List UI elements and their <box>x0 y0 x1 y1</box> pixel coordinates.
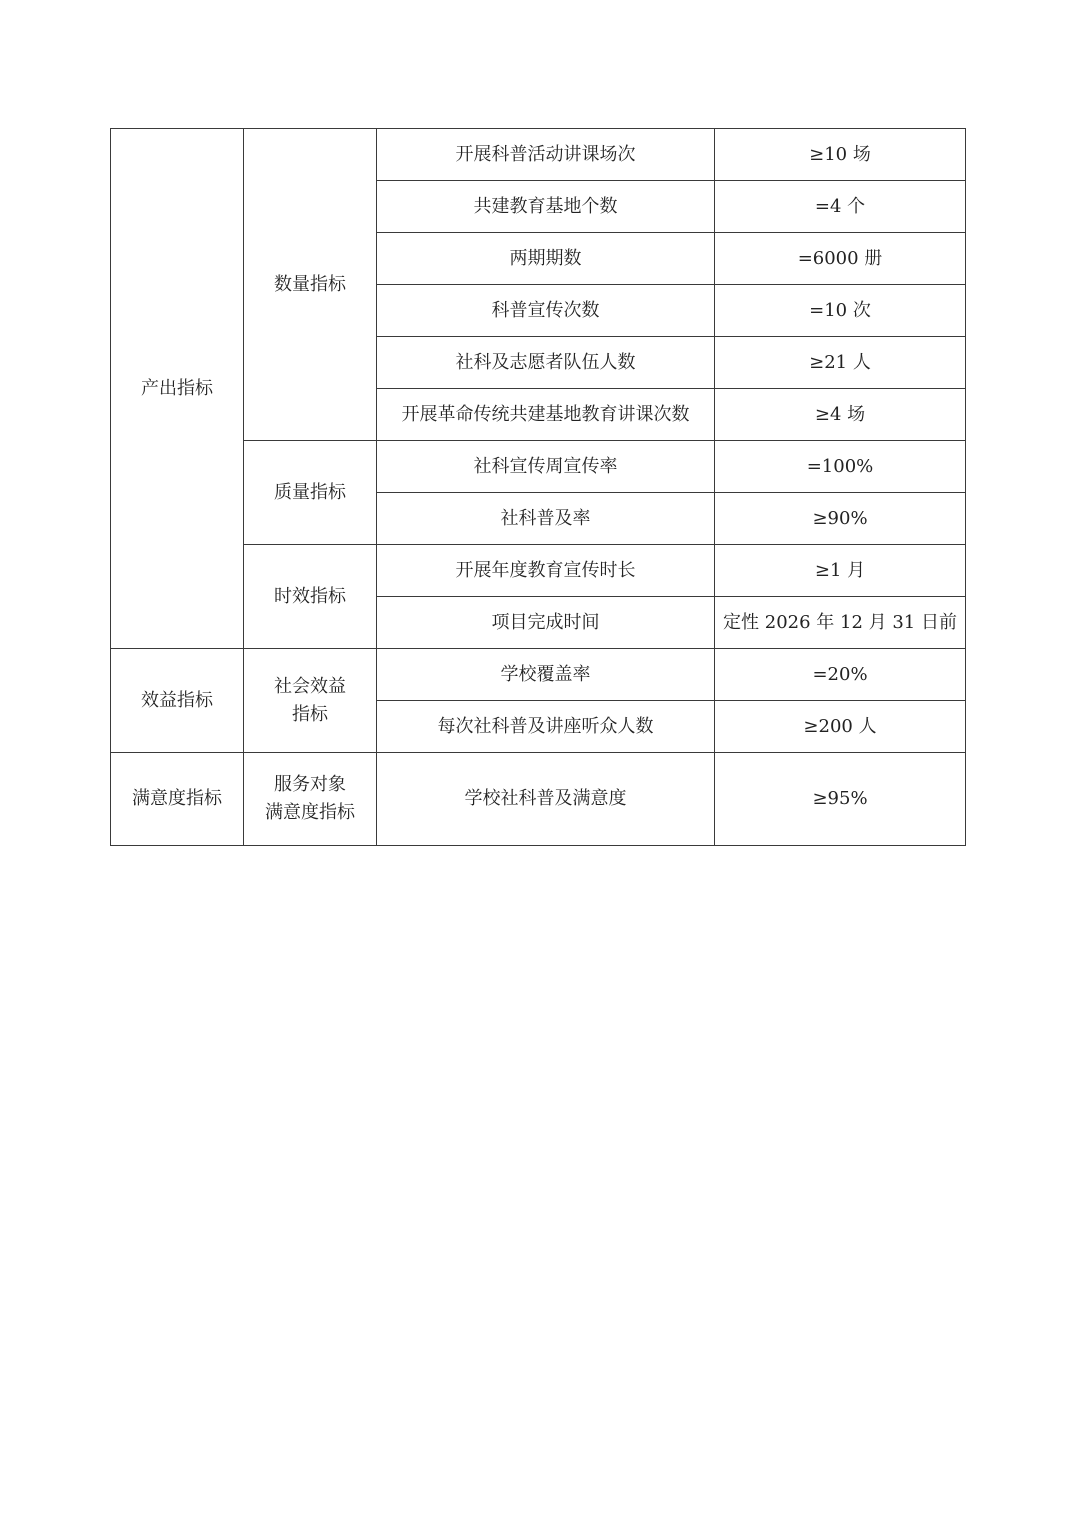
indicator-cell: 社科宣传周宣传率 <box>377 441 715 493</box>
value-cell: ≥95% <box>715 753 966 846</box>
value-cell: =20% <box>715 649 966 701</box>
indicator-cell: 社科普及率 <box>377 493 715 545</box>
value-cell: ≥200 人 <box>715 701 966 753</box>
indicator-cell: 项目完成时间 <box>377 597 715 649</box>
value-cell: =10 次 <box>715 285 966 337</box>
service-satisfaction-line2: 满意度指标 <box>265 802 355 823</box>
value-cell: ≥21 人 <box>715 337 966 389</box>
social-benefit-line1: 社会效益 <box>274 675 346 697</box>
level1-output-cell: 产出指标 <box>111 129 244 649</box>
indicator-cell: 学校覆盖率 <box>377 649 715 701</box>
indicator-cell: 开展科普活动讲课场次 <box>377 129 715 181</box>
indicator-cell: 共建教育基地个数 <box>377 181 715 233</box>
value-cell: ≥10 场 <box>715 129 966 181</box>
level1-satisfaction-cell: 满意度指标 <box>111 753 244 846</box>
value-cell: 定性 2026 年 12 月 31 日前 <box>715 597 966 649</box>
table-row <box>111 649 966 701</box>
level2-social-benefit-cell <box>244 649 377 753</box>
indicator-cell: 每次社科普及讲座听众人数 <box>377 701 715 753</box>
level2-service-satisfaction-cell <box>244 753 377 846</box>
level2-timeliness-cell: 时效指标 <box>244 545 377 649</box>
level2-quality-cell: 质量指标 <box>244 441 377 545</box>
value-cell: ≥1 月 <box>715 545 966 597</box>
performance-indicator-table <box>110 128 966 846</box>
indicator-cell: 两期期数 <box>377 233 715 285</box>
indicator-cell: 社科及志愿者队伍人数 <box>377 337 715 389</box>
service-satisfaction-line1: 服务对象 <box>274 774 346 795</box>
table-row <box>111 129 966 181</box>
level2-quantity-cell: 数量指标 <box>244 129 377 441</box>
indicator-cell: 开展革命传统共建基地教育讲课次数 <box>377 389 715 441</box>
indicator-cell: 学校社科普及满意度 <box>377 753 715 846</box>
value-cell: =100% <box>715 441 966 493</box>
indicator-cell: 科普宣传次数 <box>377 285 715 337</box>
table-row <box>111 753 966 846</box>
value-cell: =4 个 <box>715 181 966 233</box>
value-cell: ≥4 场 <box>715 389 966 441</box>
value-cell: =6000 册 <box>715 233 966 285</box>
value-cell: ≥90% <box>715 493 966 545</box>
social-benefit-line2: 指标 <box>292 703 328 725</box>
indicator-cell: 开展年度教育宣传时长 <box>377 545 715 597</box>
level1-benefit-cell: 效益指标 <box>111 649 244 753</box>
